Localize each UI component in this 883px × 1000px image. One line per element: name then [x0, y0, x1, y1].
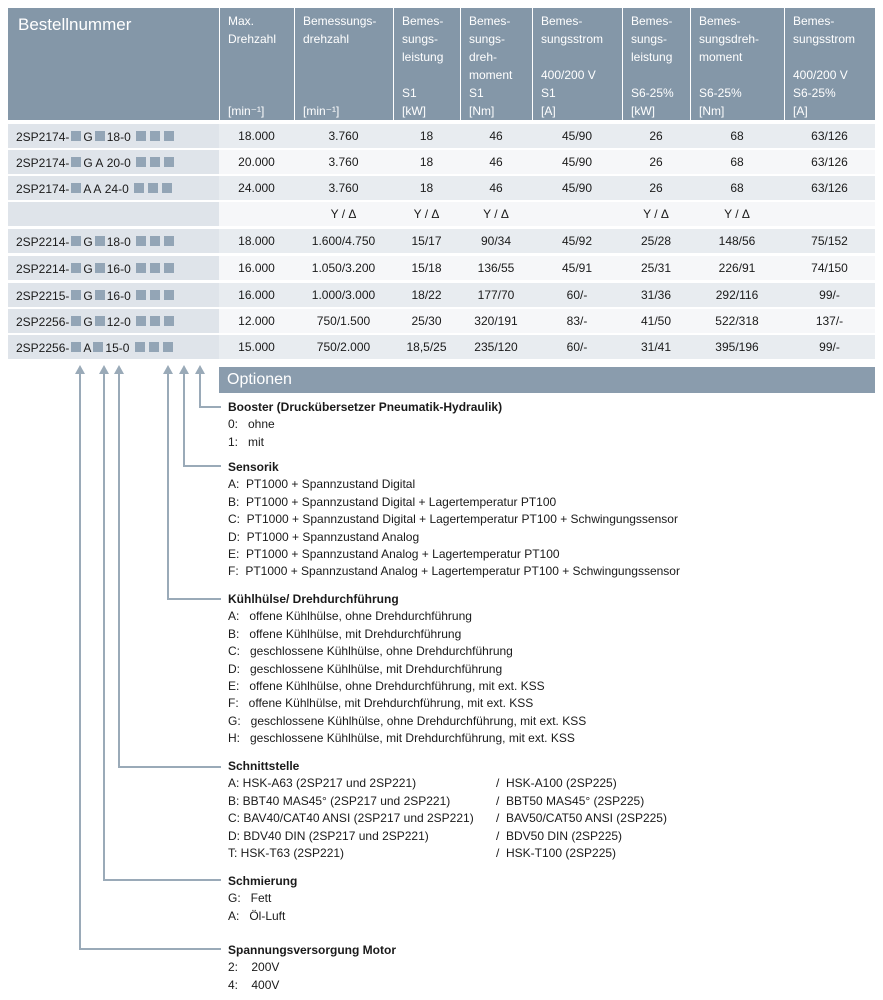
schnittstelle-left: D: BDV40 DIN (2SP217 und 2SP221) — [228, 828, 429, 843]
table-row — [8, 283, 875, 307]
table-cell: 3.760 — [328, 129, 359, 143]
placeholder-square-icon — [150, 290, 160, 300]
placeholder-square-icon — [149, 342, 159, 352]
table-cell — [219, 202, 294, 226]
placeholder-square-icon — [134, 183, 144, 193]
booster-item: 0: ohne — [228, 417, 275, 432]
table-cell: 25/28 — [640, 234, 672, 248]
column-header-unit: [kW] — [631, 104, 655, 118]
table-cell: 18 — [419, 181, 434, 195]
spannung-heading: Spannungsversorgung Motor — [228, 943, 396, 957]
order-number — [8, 309, 219, 333]
placeholder-square-icon — [164, 236, 174, 246]
placeholder-square-icon — [164, 157, 174, 167]
order-code: G — [83, 288, 93, 303]
placeholder-square-icon — [148, 183, 158, 193]
column-header-title: Bemes- sungs- leistung S6-25% — [631, 14, 674, 100]
column-header-unit: [A] — [793, 104, 808, 118]
placeholder-square-icon — [93, 342, 103, 352]
placeholder-square-icon — [136, 236, 146, 246]
column-header-title: Bemes- sungsdreh- moment S6-25% — [699, 14, 760, 100]
table-cell: 25/30 — [411, 314, 442, 328]
column-header-title: Bemessungs- drehzahl — [303, 14, 377, 46]
schnittstelle-item — [228, 775, 617, 792]
column-header — [691, 8, 784, 120]
schmierung-heading: Schmierung — [228, 874, 298, 888]
schnittstelle-left: B: BBT40 MAS45° (2SP217 und 2SP221) — [228, 793, 451, 808]
table-cell: 31/36 — [640, 288, 672, 302]
placeholder-square-icon — [150, 316, 160, 326]
table-row — [8, 256, 875, 280]
placeholder-square-icon — [136, 131, 146, 141]
placeholder-square-icon — [163, 342, 173, 352]
order-code: G — [83, 234, 93, 249]
connector-line — [183, 373, 185, 467]
order-suffix: 18-0 — [106, 129, 131, 144]
order-number — [8, 202, 219, 226]
sensorik-heading: Sensorik — [228, 460, 279, 474]
order-number — [8, 256, 219, 280]
connector-line — [167, 373, 169, 600]
order-suffix: 16-0 — [106, 288, 131, 303]
order-number — [8, 283, 219, 307]
column-header — [295, 8, 393, 120]
placeholder-square-icon — [71, 157, 81, 167]
table-cell: 177/70 — [477, 288, 515, 302]
table-cell: 60/- — [566, 340, 588, 354]
placeholder-square-icon — [150, 131, 160, 141]
table-cell: 18.000 — [238, 234, 275, 248]
placeholder-square-icon — [136, 290, 146, 300]
table-cell: 148/56 — [718, 234, 756, 248]
placeholder-square-icon — [95, 131, 105, 141]
connector-line — [199, 373, 201, 408]
column-header-title: Bemes- sungs- leistung S1 — [402, 14, 444, 100]
order-suffix: 24-0 — [104, 181, 129, 196]
kuehlhuelse-item: B: offene Kühlhülse, mit Drehdurchführung — [228, 626, 462, 641]
section-kuehlhuelse — [228, 591, 586, 748]
connector-line — [167, 598, 221, 600]
table-cell: 45/90 — [561, 181, 593, 195]
options-title: Optionen — [219, 367, 875, 393]
kuehlhuelse-item: E: offene Kühlhülse, ohne Drehdurchführung, mit ext. KSS — [228, 679, 545, 694]
placeholder-square-icon — [162, 183, 172, 193]
column-header-title: Bemes- sungs- dreh- moment S1 — [469, 14, 513, 100]
table-row — [8, 335, 875, 359]
order-prefix: 2SP2174- — [16, 155, 70, 170]
order-code: G — [83, 261, 93, 276]
sensorik-item: B: PT1000 + Spannzustand Digital + Lagertemperatur PT100 — [228, 494, 557, 509]
table-cell: 137/- — [815, 314, 844, 328]
placeholder-square-icon — [136, 263, 146, 273]
schnittstelle-right: / BBT50 MAS45° (2SP225) — [496, 793, 645, 808]
connector-line — [103, 879, 221, 881]
placeholder-square-icon — [150, 157, 160, 167]
placeholder-square-icon — [150, 236, 160, 246]
table-cell: 83/- — [566, 314, 588, 328]
table-cell: 16.000 — [238, 261, 275, 275]
table-cell: 226/91 — [718, 261, 756, 275]
table-cell: 99/- — [819, 288, 840, 302]
table-cell: Y / Δ — [724, 207, 750, 221]
spannung-item: 4: 400V — [228, 977, 280, 992]
table-cell: Y / Δ — [483, 207, 509, 221]
table-row — [8, 124, 875, 148]
order-number — [8, 176, 219, 200]
placeholder-square-icon — [71, 131, 81, 141]
table-cell: 68 — [730, 155, 744, 169]
order-number — [8, 335, 219, 359]
table-cell: 1.000/3.000 — [311, 288, 376, 302]
table-cell: 16.000 — [238, 288, 275, 302]
order-number — [8, 124, 219, 148]
schnittstelle-right: / BAV50/CAT50 ANSI (2SP225) — [496, 811, 667, 826]
table-cell: 46 — [489, 155, 503, 169]
table-cell: 18.000 — [238, 129, 275, 143]
table-cell: 26 — [649, 129, 663, 143]
table-cell: 25/31 — [640, 261, 672, 275]
table-cell: 1.050/3.200 — [311, 261, 376, 275]
table-cell: 18,5/25 — [406, 340, 447, 354]
table-cell: 395/196 — [715, 340, 759, 354]
table-cell: Y / Δ — [330, 207, 357, 221]
table-cell: 15/18 — [411, 261, 442, 275]
schnittstelle-right: / BDV50 DIN (2SP225) — [496, 828, 623, 843]
column-header-unit: [Nm] — [469, 104, 495, 118]
connector-line — [118, 373, 120, 768]
table-cell: 20.000 — [238, 155, 275, 169]
schnittstelle-left: C: BAV40/CAT40 ANSI (2SP217 und 2SP221) — [228, 811, 474, 826]
table-cell — [784, 202, 875, 226]
kuehlhuelse-item: D: geschlossene Kühlhülse, mit Drehdurchführung — [228, 661, 503, 676]
table-cell: 63/126 — [811, 129, 848, 143]
schnittstelle-heading: Schnittstelle — [228, 759, 300, 773]
table-cell: 15.000 — [238, 340, 275, 354]
table-cell: 45/90 — [561, 129, 593, 143]
header-bestellnummer — [8, 8, 219, 120]
table-cell: 75/152 — [811, 234, 848, 248]
connector-line — [79, 373, 81, 950]
table-cell: Y / Δ — [413, 207, 440, 221]
placeholder-square-icon — [95, 263, 105, 273]
table-cell: 46 — [489, 129, 503, 143]
booster-heading: Booster (Druckübersetzer Pneumatik-Hydraulik) — [228, 400, 503, 414]
kuehlhuelse-item: H: geschlossene Kühlhülse, mit Drehdurchführung, mit ext. KSS — [228, 731, 575, 746]
section-spannung — [228, 942, 396, 994]
table-cell: 15/17 — [411, 234, 442, 248]
table-cell: 90/34 — [480, 234, 512, 248]
table-cell: 3.760 — [328, 155, 359, 169]
placeholder-square-icon — [95, 316, 105, 326]
table-cell: 31/41 — [640, 340, 672, 354]
table-cell: 320/191 — [474, 314, 518, 328]
table-cell: 26 — [649, 181, 663, 195]
spannung-item: 2: 200V — [228, 960, 280, 975]
order-code: G — [83, 314, 93, 329]
table-cell: 18 — [419, 129, 434, 143]
table-cell: Y / Δ — [643, 207, 669, 221]
connector-line — [79, 948, 221, 950]
table-cell: 63/126 — [811, 181, 848, 195]
schnittstelle-left: T: HSK-T63 (2SP221) — [228, 846, 345, 861]
placeholder-square-icon — [71, 236, 81, 246]
section-booster — [228, 399, 502, 451]
schnittstelle-item — [228, 845, 617, 862]
column-header — [623, 8, 690, 120]
column-header — [533, 8, 622, 120]
schmierung-item: A: Öl-Luft — [228, 908, 286, 923]
kuehlhuelse-item: F: offene Kühlhülse, mit Drehdurchführung, mit ext. KSS — [228, 696, 534, 711]
column-header-unit: [kW] — [402, 104, 426, 118]
order-prefix: 2SP2256- — [16, 340, 70, 355]
order-suffix: 20-0 — [106, 155, 131, 170]
sensorik-item: F: PT1000 + Spannzustand Analog + Lagertemperatur PT100 + Schwingungssensor — [228, 564, 680, 579]
order-code: A — [83, 340, 92, 355]
table-row — [8, 176, 875, 200]
placeholder-square-icon — [136, 316, 146, 326]
schnittstelle-right: / HSK-A100 (2SP225) — [496, 776, 617, 791]
table-cell: 41/50 — [640, 314, 672, 328]
header-bestellnummer-label: Bestellnummer — [18, 15, 132, 34]
table-cell: 26 — [649, 155, 663, 169]
placeholder-square-icon — [71, 290, 81, 300]
section-schmierung — [228, 873, 297, 925]
kuehlhuelse-heading: Kühlhülse/ Drehdurchführung — [228, 592, 399, 606]
table-row — [8, 229, 875, 253]
schnittstelle-item — [228, 810, 667, 827]
column-header-unit: [A] — [541, 104, 556, 118]
column-header-title: Bemes- sungsstrom 400/200 V S6-25% — [793, 14, 856, 100]
order-code: A A — [83, 181, 102, 196]
placeholder-square-icon — [164, 263, 174, 273]
order-number — [8, 150, 219, 174]
schnittstelle-right: / HSK-T100 (2SP225) — [496, 846, 617, 861]
schmierung-item: G: Fett — [228, 891, 272, 906]
placeholder-square-icon — [95, 236, 105, 246]
placeholder-square-icon — [150, 263, 160, 273]
placeholder-square-icon — [164, 290, 174, 300]
schnittstelle-item — [228, 828, 623, 845]
schnittstelle-left: A: HSK-A63 (2SP217 und 2SP221) — [228, 776, 417, 791]
table-cell: 45/92 — [561, 234, 593, 248]
kuehlhuelse-item: C: geschlossene Kühlhülse, ohne Drehdurchführung — [228, 644, 513, 659]
section-schnittstelle — [228, 758, 667, 862]
column-header — [220, 8, 294, 120]
order-prefix: 2SP2214- — [16, 261, 70, 276]
order-number — [8, 229, 219, 253]
table-row — [8, 150, 875, 174]
connector-line — [118, 766, 221, 768]
column-header-unit: [Nm] — [699, 104, 725, 118]
booster-item: 1: mit — [228, 434, 265, 449]
placeholder-square-icon — [71, 263, 81, 273]
order-suffix: 15-0 — [105, 340, 130, 355]
order-prefix: 2SP2256- — [16, 314, 70, 329]
column-header — [785, 8, 875, 120]
placeholder-square-icon — [95, 290, 105, 300]
schnittstelle-item — [228, 793, 645, 810]
placeholder-square-icon — [164, 131, 174, 141]
table-cell: 24.000 — [238, 181, 275, 195]
table-cell: 45/91 — [561, 261, 593, 275]
order-code: G — [83, 129, 93, 144]
table-cell: 68 — [730, 181, 744, 195]
column-header-title: Max. Drehzahl — [228, 14, 277, 46]
table-row — [8, 309, 875, 333]
order-suffix: 12-0 — [106, 314, 131, 329]
table-cell: 235/120 — [474, 340, 518, 354]
table-cell: 292/116 — [715, 288, 759, 302]
table-cell: 45/90 — [561, 155, 593, 169]
column-header-title: Bemes- sungsstrom 400/200 V S1 — [541, 14, 604, 100]
sensorik-item: E: PT1000 + Spannzustand Analog + Lagertemperatur PT100 — [228, 547, 560, 562]
placeholder-square-icon — [71, 183, 81, 193]
order-prefix: 2SP2174- — [16, 181, 70, 196]
table-cell: 18/22 — [411, 288, 442, 302]
table-cell: 1.600/4.750 — [311, 234, 376, 248]
table-cell: 12.000 — [238, 314, 275, 328]
order-prefix: 2SP2214- — [16, 234, 70, 249]
order-suffix: 18-0 — [106, 234, 131, 249]
section-sensorik — [228, 459, 680, 581]
table-cell: 99/- — [819, 340, 840, 354]
sensorik-item: A: PT1000 + Spannzustand Digital — [228, 477, 416, 492]
sensorik-item: C: PT1000 + Spannzustand Digital + Lagertemperatur PT100 + Schwingungssensor — [228, 512, 678, 527]
table-row-connection — [8, 202, 875, 226]
placeholder-square-icon — [71, 342, 81, 352]
connector-line — [183, 465, 221, 467]
order-prefix: 2SP2174- — [16, 129, 70, 144]
table-cell: 3.760 — [328, 181, 359, 195]
kuehlhuelse-item: G: geschlossene Kühlhülse, ohne Drehdurchführung, mit ext. KSS — [228, 713, 587, 728]
kuehlhuelse-item: A: offene Kühlhülse, ohne Drehdurchführung — [228, 609, 472, 624]
order-suffix: 16-0 — [106, 261, 131, 276]
table-cell: 522/318 — [715, 314, 759, 328]
table-cell: 68 — [730, 129, 744, 143]
table-cell: 18 — [419, 155, 434, 169]
column-header — [461, 8, 532, 120]
column-header-unit: [min⁻¹] — [228, 104, 265, 118]
connector-line — [103, 373, 105, 881]
order-code: G A — [83, 155, 104, 170]
placeholder-square-icon — [136, 157, 146, 167]
sensorik-item: D: PT1000 + Spannzustand Analog — [228, 529, 420, 544]
table-cell: 750/2.000 — [316, 340, 371, 354]
column-header-unit: [min⁻¹] — [303, 104, 340, 118]
placeholder-square-icon — [135, 342, 145, 352]
table-cell: 74/150 — [811, 261, 848, 275]
table-cell: 750/1.500 — [316, 314, 371, 328]
table-cell: 60/- — [566, 288, 588, 302]
connector-line — [199, 406, 221, 408]
placeholder-square-icon — [164, 316, 174, 326]
table-cell: 46 — [489, 181, 503, 195]
table-cell: 136/55 — [477, 261, 515, 275]
order-prefix: 2SP2215- — [16, 288, 70, 303]
table-cell — [532, 202, 622, 226]
table-cell: 63/126 — [811, 155, 848, 169]
placeholder-square-icon — [71, 316, 81, 326]
column-header — [394, 8, 460, 120]
